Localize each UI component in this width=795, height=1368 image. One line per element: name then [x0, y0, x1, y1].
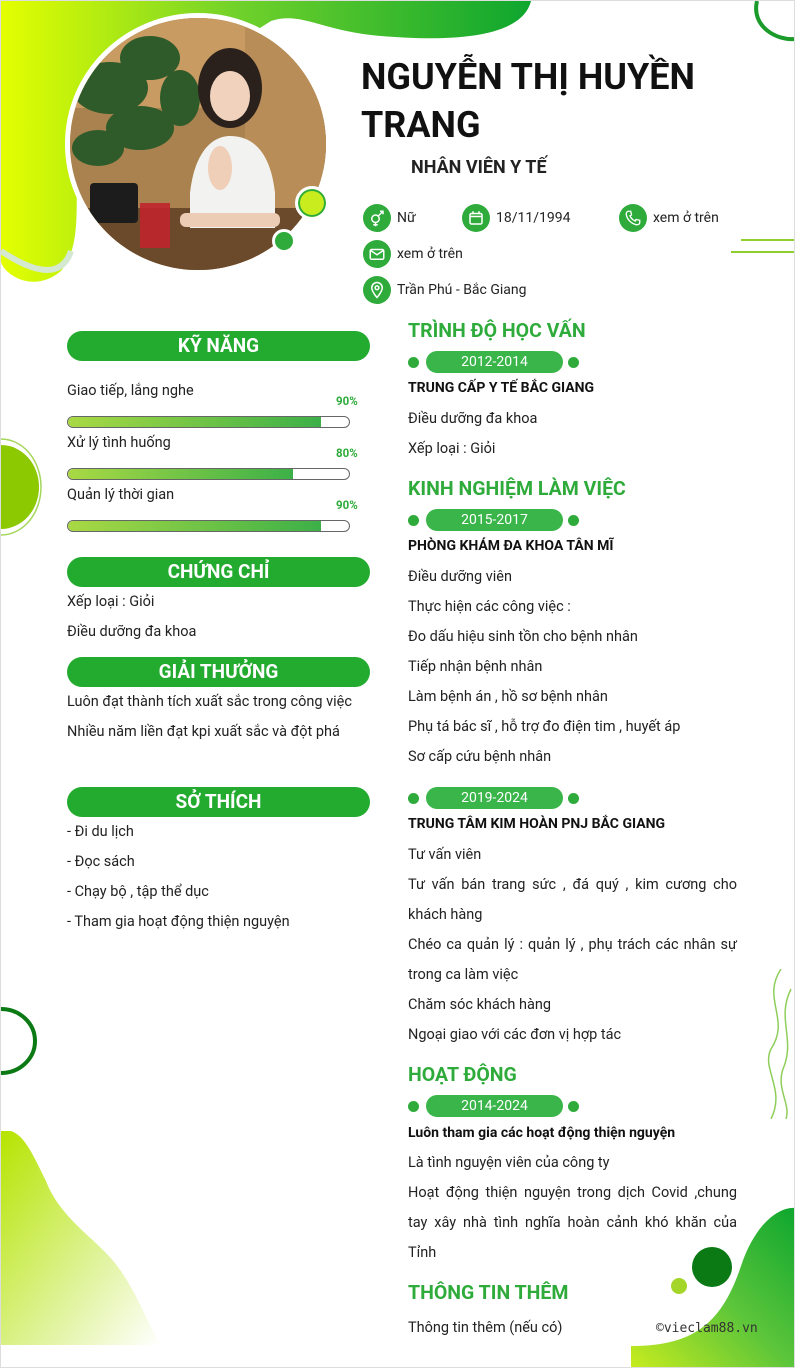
- job-line: Làm bệnh án , hồ sơ bệnh nhân: [408, 688, 608, 705]
- job-line: Ngoại giao với các đơn vị hợp tác: [408, 1026, 622, 1043]
- job-line: Sơ cấp cứu bệnh nhân: [408, 748, 552, 765]
- hobby-item: - Chạy bộ , tập thể dục: [67, 883, 209, 900]
- top-right-lines-decoration: [731, 237, 795, 257]
- job-line: Tư vấn viên: [408, 846, 482, 863]
- school-name: TRUNG CẤP Y TẾ BẮC GIANG: [408, 380, 595, 396]
- timeline-dot: [568, 1101, 579, 1112]
- bottom-left-wave-decoration: [1, 1131, 251, 1368]
- job-line: Chéo ca quản lý : quản lý , phụ trách các nhân sự trong ca làm việc: [408, 936, 737, 983]
- skills-heading: KỸ NĂNG: [67, 331, 370, 361]
- timeline-dot: [408, 357, 419, 368]
- certificate-item: Điều dưỡng đa khoa: [67, 623, 197, 640]
- education-heading: TRÌNH ĐỘ HỌC VẤN: [408, 319, 586, 342]
- education-line: Điều dưỡng đa khoa: [408, 410, 538, 427]
- company-name: TRUNG TÂM KIM HOÀN PNJ BẮC GIANG: [408, 816, 666, 832]
- skill-bar-fill: [68, 417, 321, 427]
- skill-bar-fill: [68, 521, 321, 531]
- hobby-item: - Tham gia hoạt động thiện nguyện: [67, 913, 290, 930]
- skill-percent: 80%: [336, 446, 358, 460]
- gender-value: Nữ: [397, 210, 416, 226]
- email-value: xem ở trên: [397, 246, 463, 262]
- mail-icon: [363, 240, 391, 268]
- activity-line: Hoạt động thiện nguyện trong dịch Covid ,chung tay xây nhà tình nghĩa hoàn cảnh khó khăn của Tỉnh: [408, 1184, 737, 1261]
- job-period: 2015-2017: [426, 509, 563, 531]
- certificate-item: Xếp loại : Giỏi: [67, 593, 155, 610]
- right-vine-decoration: [761, 969, 795, 1119]
- phone-icon: [619, 204, 647, 232]
- skill-label: Xử lý tình huống: [67, 434, 171, 451]
- activity-heading: Luôn tham gia các hoạt động thiện nguyện: [408, 1125, 676, 1141]
- watermark: ©vieclam88.vn: [656, 1321, 758, 1336]
- address-info: [363, 276, 527, 304]
- left-lower-ring-decoration: [1, 1005, 43, 1077]
- job-line: Tiếp nhận bệnh nhân: [408, 658, 543, 675]
- gender-icon: [363, 204, 391, 232]
- skill-bar: [67, 468, 350, 480]
- skill-percent: 90%: [336, 394, 358, 408]
- certificates-heading: CHỨNG CHỈ: [67, 557, 370, 587]
- phone-info: [619, 204, 719, 232]
- skill-bar: [67, 416, 350, 428]
- activity-line: Là tình nguyện viên của công ty: [408, 1154, 610, 1171]
- job-line: Điều dưỡng viên: [408, 568, 512, 585]
- address-value: Trần Phú - Bắc Giang: [397, 282, 527, 298]
- experience-heading: KINH NGHIỆM LÀM VIỆC: [408, 477, 626, 500]
- hobbies-heading: SỞ THÍCH: [67, 787, 370, 817]
- email-info: [363, 240, 463, 268]
- company-name: PHÒNG KHÁM ĐA KHOA TÂN MĨ: [408, 538, 614, 554]
- location-icon: [363, 276, 391, 304]
- avatar-dot-small: [272, 229, 296, 253]
- top-right-ring-decoration: [741, 1, 795, 46]
- gender-info: [363, 204, 416, 232]
- timeline-dot: [568, 515, 579, 526]
- hobby-item: - Đi du lịch: [67, 823, 134, 840]
- skill-label: Giao tiếp, lắng nghe: [67, 382, 194, 399]
- job-title: NHÂN VIÊN Y TẾ: [411, 157, 547, 178]
- job-line: Tư vấn bán trang sức , đá quý , kim cương cho khách hàng: [408, 876, 737, 923]
- job-line: Thực hiện các công việc :: [408, 598, 571, 615]
- job-period: 2019-2024: [426, 787, 563, 809]
- phone-value: xem ở trên: [653, 210, 719, 226]
- job-line: Chăm sóc khách hàng: [408, 996, 551, 1013]
- skill-percent: 90%: [336, 498, 358, 512]
- timeline-dot: [408, 1101, 419, 1112]
- timeline-dot: [568, 357, 579, 368]
- more-info-text: Thông tin thêm (nếu có): [408, 1319, 563, 1336]
- birthday-value: 18/11/1994: [496, 210, 571, 226]
- left-mid-half-circle-decoration: [1, 437, 45, 537]
- timeline-dot: [408, 793, 419, 804]
- calendar-icon: [462, 204, 490, 232]
- skill-label: Quản lý thời gian: [67, 486, 175, 503]
- award-item: Luôn đạt thành tích xuất sắc trong công việc: [67, 693, 352, 710]
- skill-bar: [67, 520, 350, 532]
- timeline-dot: [568, 793, 579, 804]
- job-line: Đo dấu hiệu sinh tồn cho bệnh nhân: [408, 628, 638, 645]
- birthday-info: [462, 204, 571, 232]
- education-period: 2012-2014: [426, 351, 563, 373]
- activity-period: 2014-2024: [426, 1095, 563, 1117]
- activities-heading: HOẠT ĐỘNG: [408, 1063, 517, 1086]
- education-line: Xếp loại : Giỏi: [408, 440, 496, 457]
- hobby-item: - Đọc sách: [67, 853, 135, 870]
- award-item: Nhiều năm liền đạt kpi xuất sắc và đột phá: [67, 723, 340, 740]
- more-info-heading: THÔNG TIN THÊM: [408, 1281, 569, 1304]
- avatar-dot-large: [295, 186, 329, 220]
- timeline-dot: [408, 515, 419, 526]
- job-line: Phụ tá bác sĩ , hỗ trợ đo điện tim , huyết áp: [408, 718, 681, 735]
- candidate-name: NGUYỄN THỊ HUYỀN TRANG: [361, 56, 695, 146]
- awards-heading: GIẢI THƯỞNG: [67, 657, 370, 687]
- skill-bar-fill: [68, 469, 293, 479]
